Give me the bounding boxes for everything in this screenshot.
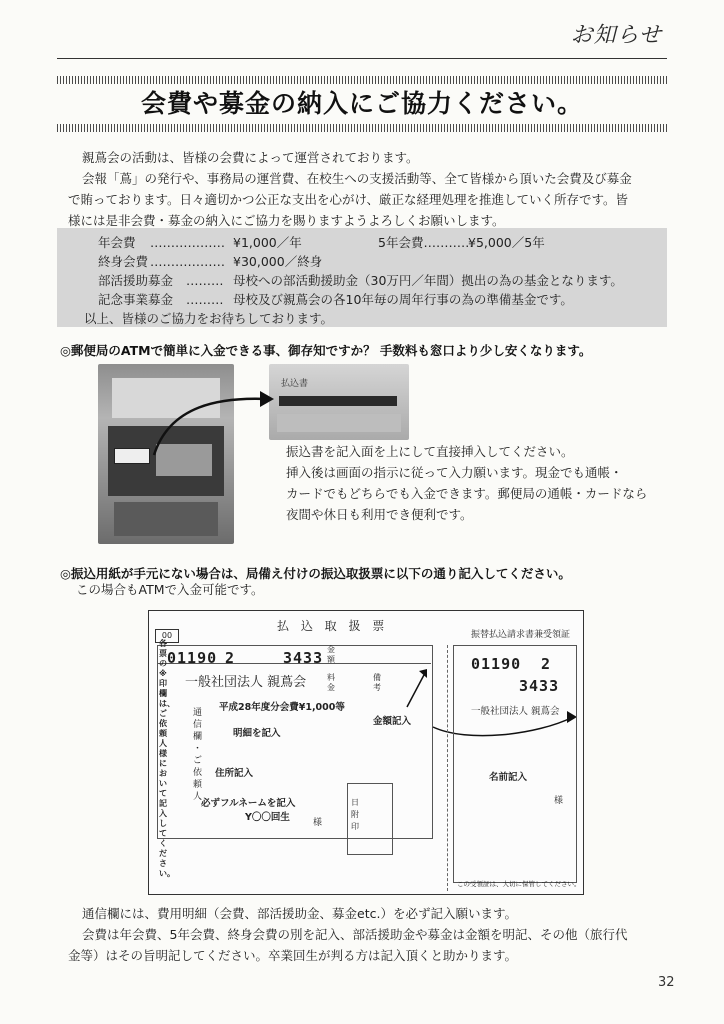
atm-line: 振込書を記入面を上にして直接挿入してください。 bbox=[286, 444, 574, 459]
atm-line: 挿入後は画面の指示に従って入力願います。現金でも通帳・ bbox=[286, 465, 623, 480]
slip-receipt-title: 振替払込請求書兼受領証 bbox=[471, 630, 571, 640]
atm-heading: ◎郵便局のATMで簡単に入金できる事、御存知ですか？ 手数料も窓口より少し安くなります。 bbox=[60, 343, 592, 358]
intro-paragraph bbox=[68, 147, 668, 231]
perforation bbox=[447, 645, 449, 891]
bikou-label: 備 考 bbox=[373, 673, 381, 692]
intro-line: 会報「蔦」の発行や、事務局の運営費、在校生への支援活動等、全て皆様から頂いた会費及び募金 bbox=[82, 171, 632, 186]
memo-note: 明細を記入 bbox=[233, 728, 281, 739]
fee-label: 記念事業募金 bbox=[98, 292, 174, 307]
fee-row-club bbox=[98, 271, 658, 290]
slot-panel bbox=[277, 414, 401, 432]
fee-value: ¥5,000／5年 bbox=[468, 235, 545, 250]
account-number: 01190 bbox=[167, 649, 218, 667]
account-check-digit: 2 bbox=[225, 649, 236, 667]
payee-name: 一般社団法人 親蔦会 bbox=[185, 675, 307, 690]
fee-label: 終身会費 bbox=[98, 254, 149, 269]
fee-closing: 以上、皆様のご協力をお待ちしております。 bbox=[84, 311, 334, 326]
atm-lower-panel bbox=[114, 502, 218, 536]
atm-slot-highlight bbox=[114, 448, 150, 464]
kingaku-label: 金 額 bbox=[327, 645, 335, 664]
fee-value: 母校及び親蔦会の各10年毎の周年行事の為の準備基金です。 bbox=[233, 292, 573, 307]
atm-arrow-icon bbox=[150, 385, 280, 460]
receipt-check-digit: 2 bbox=[541, 655, 552, 673]
transfer-slip bbox=[148, 610, 584, 895]
amount-note: 金額記入 bbox=[373, 716, 412, 727]
fee-row-memorial bbox=[98, 290, 658, 309]
receipt-account-right: 3433 bbox=[519, 677, 560, 695]
slot-photo bbox=[269, 364, 409, 440]
fee-value: ¥1,000／年 bbox=[233, 235, 302, 250]
address-note: 住所記入 bbox=[215, 768, 254, 779]
footer-line: 通信欄には、費用明細（会費、部活援助金、募金etc.）を必ず記入願います。 bbox=[82, 906, 517, 921]
page-number: 32 bbox=[658, 975, 675, 990]
intro-line: 親蔦会の活動は、皆様の会費によって運営されております。 bbox=[82, 150, 419, 165]
atm-line: 夜間や休日も利用でき便利です。 bbox=[286, 507, 473, 522]
fee-row-life bbox=[98, 252, 658, 271]
page-title: 会費や募金の納入にご協力ください。 bbox=[140, 89, 583, 118]
slip-subtext: この場合もATMで入金可能です。 bbox=[76, 582, 264, 597]
footer-line: 金等）はその旨明記してください。卒業回生が判る方は記入頂くと助かります。 bbox=[68, 948, 518, 963]
receipt-account-number: 01190 bbox=[471, 655, 522, 673]
sama-label: 様 bbox=[313, 818, 323, 828]
memo-example: 平成28年度分会費¥1,000等 bbox=[219, 702, 345, 713]
fee-dots: ……… bbox=[186, 292, 224, 307]
fee-row-annual bbox=[98, 233, 658, 252]
receipt-sama: 様 bbox=[554, 796, 564, 806]
receipt-name-note: 名前記入 bbox=[489, 772, 528, 783]
fee-value: ¥30,000／終身 bbox=[233, 254, 323, 269]
footer-line: 会費は年会費、5年会費、終身会費の別を記入、部活援助金や募金は金額を明記、その他（旅行代 bbox=[82, 927, 628, 942]
name-example: Y〇〇回生 bbox=[245, 812, 290, 823]
slip-heading: ◎振込用紙が手元にない場合は、局備え付けの振込取扱票に以下の通り記入してください。 bbox=[60, 566, 571, 581]
slip-code-box: 00 bbox=[155, 629, 179, 643]
atm-text bbox=[286, 441, 676, 525]
receipt-payee: 一般社団法人 親蔦会 bbox=[471, 706, 560, 717]
title-rule-top bbox=[57, 76, 667, 84]
fee-value: 母校への部活動援助金（30万円／年間）拠出の為の基金となります。 bbox=[233, 273, 623, 288]
slip-form-title: 払 込 取 扱 票 bbox=[277, 619, 389, 633]
name-note: 必ずフルネームを記入 bbox=[201, 798, 296, 809]
atm-line: カードでもどちらでも入金できます。郵便局の通帳・カードなら bbox=[286, 486, 648, 501]
intro-line: 様には是非会費・募金の納入にご協力を賜りますようよろしくお願いします。 bbox=[68, 213, 505, 228]
account-number-right: 3433 bbox=[283, 649, 324, 667]
header-rule bbox=[57, 58, 667, 59]
fee-label-slip: 料 金 bbox=[327, 673, 335, 692]
receipt-small-note: この受領証は、大切に保管してください。 bbox=[457, 880, 581, 888]
fee-dots: ……… bbox=[186, 273, 224, 288]
fee-dots: ……………… bbox=[150, 235, 225, 250]
title-rule-bottom bbox=[57, 124, 667, 132]
fee-label: 部活援助募金 bbox=[98, 273, 174, 288]
fee-dots: ……………… bbox=[150, 254, 225, 269]
fee-label: 5年会費………… bbox=[378, 235, 474, 250]
intro-line: で賄っております。日々適切かつ公正な支出を心がけ、厳正な経理処理を推進していく所存です。皆 bbox=[68, 192, 629, 207]
slip-side-note: 各票の※印欄は、ご依頼人様において記入してください。 bbox=[159, 639, 175, 878]
section-label: お知らせ bbox=[570, 23, 662, 48]
date-stamp-label: 日 附 印 bbox=[351, 798, 359, 831]
slot-label: 払込書 bbox=[281, 379, 309, 389]
slot-opening bbox=[279, 396, 397, 406]
tsushin-label: 通 信 欄 ・ ご 依 頼 人 bbox=[193, 708, 203, 802]
footer-paragraph bbox=[68, 903, 668, 966]
fee-label: 年会費 bbox=[98, 235, 136, 250]
